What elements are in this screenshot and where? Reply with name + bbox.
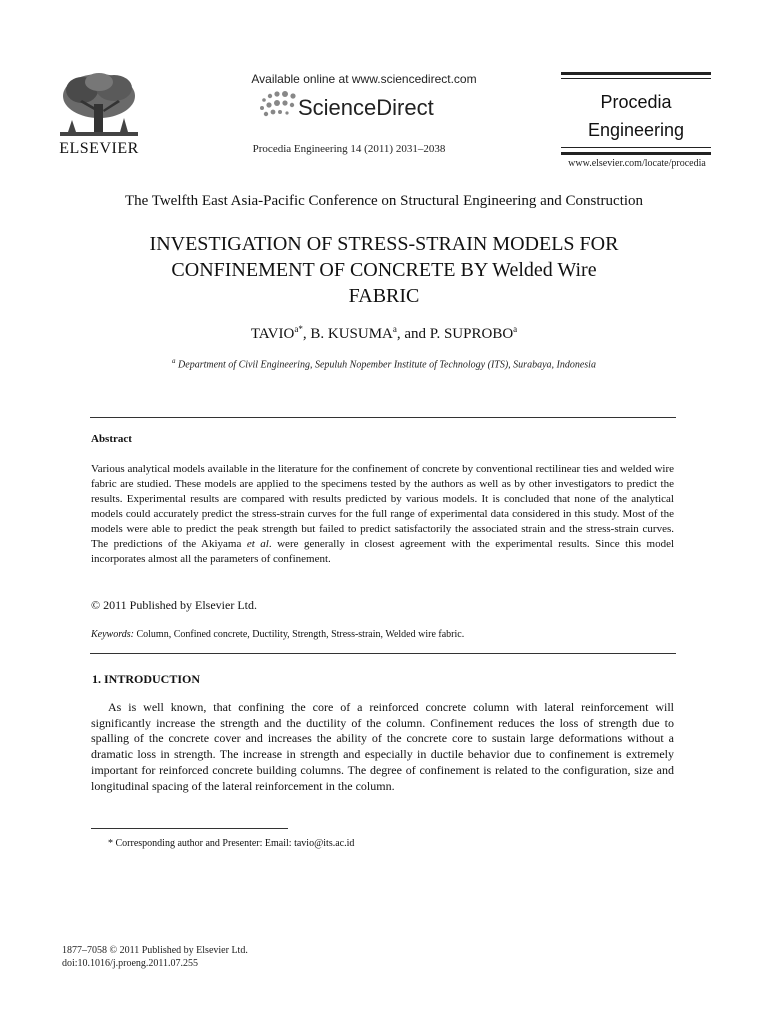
abstract-body bbox=[91, 462, 674, 567]
author-separator: , and P. bbox=[396, 326, 444, 342]
abstract-italic: et al bbox=[246, 538, 269, 550]
author-affiliation-mark: a bbox=[392, 324, 397, 334]
procedia-journal-name bbox=[561, 88, 711, 144]
abstract-text-part: . were generally in closest agreement with the experimental results. Since this model incorporates almost all the parameters of confinement. bbox=[91, 538, 675, 565]
author-affiliation-mark: a bbox=[513, 324, 518, 334]
paper-title bbox=[80, 231, 688, 309]
title-line: CONFINEMENT OF CONCRETE BY Welded Wire bbox=[171, 259, 597, 281]
footnote-divider bbox=[91, 828, 288, 829]
journal-reference: Procedia Engineering 14 (2011) 2031–2038 bbox=[252, 143, 446, 155]
author-list bbox=[0, 324, 768, 343]
author-affiliation-mark: a* bbox=[294, 324, 303, 334]
divider bbox=[90, 417, 676, 418]
keywords bbox=[91, 629, 464, 640]
abstract-text-part: Various analytical models available in the literature for the confinement of concrete by conventional rectilinear ties and welded wire fabric are studied. These models are applied to the specimens tested by the authors as well as by other investigators to predict the results. Experimental results are compared with results predicted by various models. It is concluded that none of the analytical models could accurately predict the stress-strain curves for the full range of experimental data considered in this study. Most of the models were able to predict the peak strength but failed to predict satisfactorily the associated strain and the stress-strain curves. The predictions of the Akiyama bbox=[91, 463, 674, 550]
author-name: TAVIO bbox=[250, 326, 295, 342]
keywords-list: Column, Confined concrete, Ductility, Strength, Stress-strain, Welded wire fabric. bbox=[133, 629, 465, 640]
footnote: * Corresponding author and Presenter: Email: tavio@its.ac.id bbox=[108, 838, 355, 849]
sciencedirect-wordmark: ScienceDirect bbox=[298, 95, 434, 120]
divider bbox=[90, 653, 676, 654]
elsevier-wordmark: ELSEVIER bbox=[59, 140, 139, 157]
affiliation-text: Department of Civil Engineering, Sepuluh Nopember Institute of Technology (ITS), Surabaya, Indonesia bbox=[175, 359, 596, 371]
section-heading: 1. INTRODUCTION bbox=[92, 672, 201, 686]
doi-line: doi:10.1016/j.proeng.2011.07.255 bbox=[62, 958, 199, 969]
procedia-engineering-banner bbox=[561, 72, 711, 155]
keywords-label: Keywords: bbox=[91, 629, 134, 640]
introduction-paragraph: As is well known, that confining the core of a reinforced concrete column with lateral reinforcement will significantly increase the strength and the ductility of the column. Confinement reduces the loss of strength due to spalling of the concrete cover and increases the ability of the concrete core to sustain large deformations without a dramatic loss in strength. The increase in strength and especially in ductile behavior due to confinement is extremely important for reinforced concrete building columns. The degree of confinement is related to the configuration, size and longitudinal spacing of the lateral reinforcement in the column. bbox=[91, 700, 674, 793]
procedia-url: www.elsevier.com/locate/procedia bbox=[568, 158, 706, 169]
procedia-line1: Procedia bbox=[600, 92, 672, 112]
procedia-line2: Engineering bbox=[587, 120, 685, 140]
issn-line: 1877–7058 © 2011 Published by Elsevier Ltd. bbox=[62, 945, 248, 956]
title-line: INVESTIGATION OF STRESS-STRAIN MODELS FOR bbox=[149, 233, 619, 255]
author-separator: , B. bbox=[302, 326, 328, 342]
author-name: SUPROBO bbox=[443, 326, 514, 342]
available-online-text: Available online at www.sciencedirect.com bbox=[251, 72, 477, 86]
conference-name: The Twelfth East Asia-Pacific Conference on Structural Engineering and Construction bbox=[124, 193, 644, 209]
affiliation-mark: a bbox=[172, 357, 176, 365]
abstract-heading: Abstract bbox=[91, 433, 132, 445]
author-name: KUSUMA bbox=[327, 326, 393, 342]
title-line: FABRIC bbox=[348, 285, 420, 307]
affiliation bbox=[0, 357, 768, 370]
copyright-notice: © 2011 Published by Elsevier Ltd. bbox=[91, 598, 257, 612]
